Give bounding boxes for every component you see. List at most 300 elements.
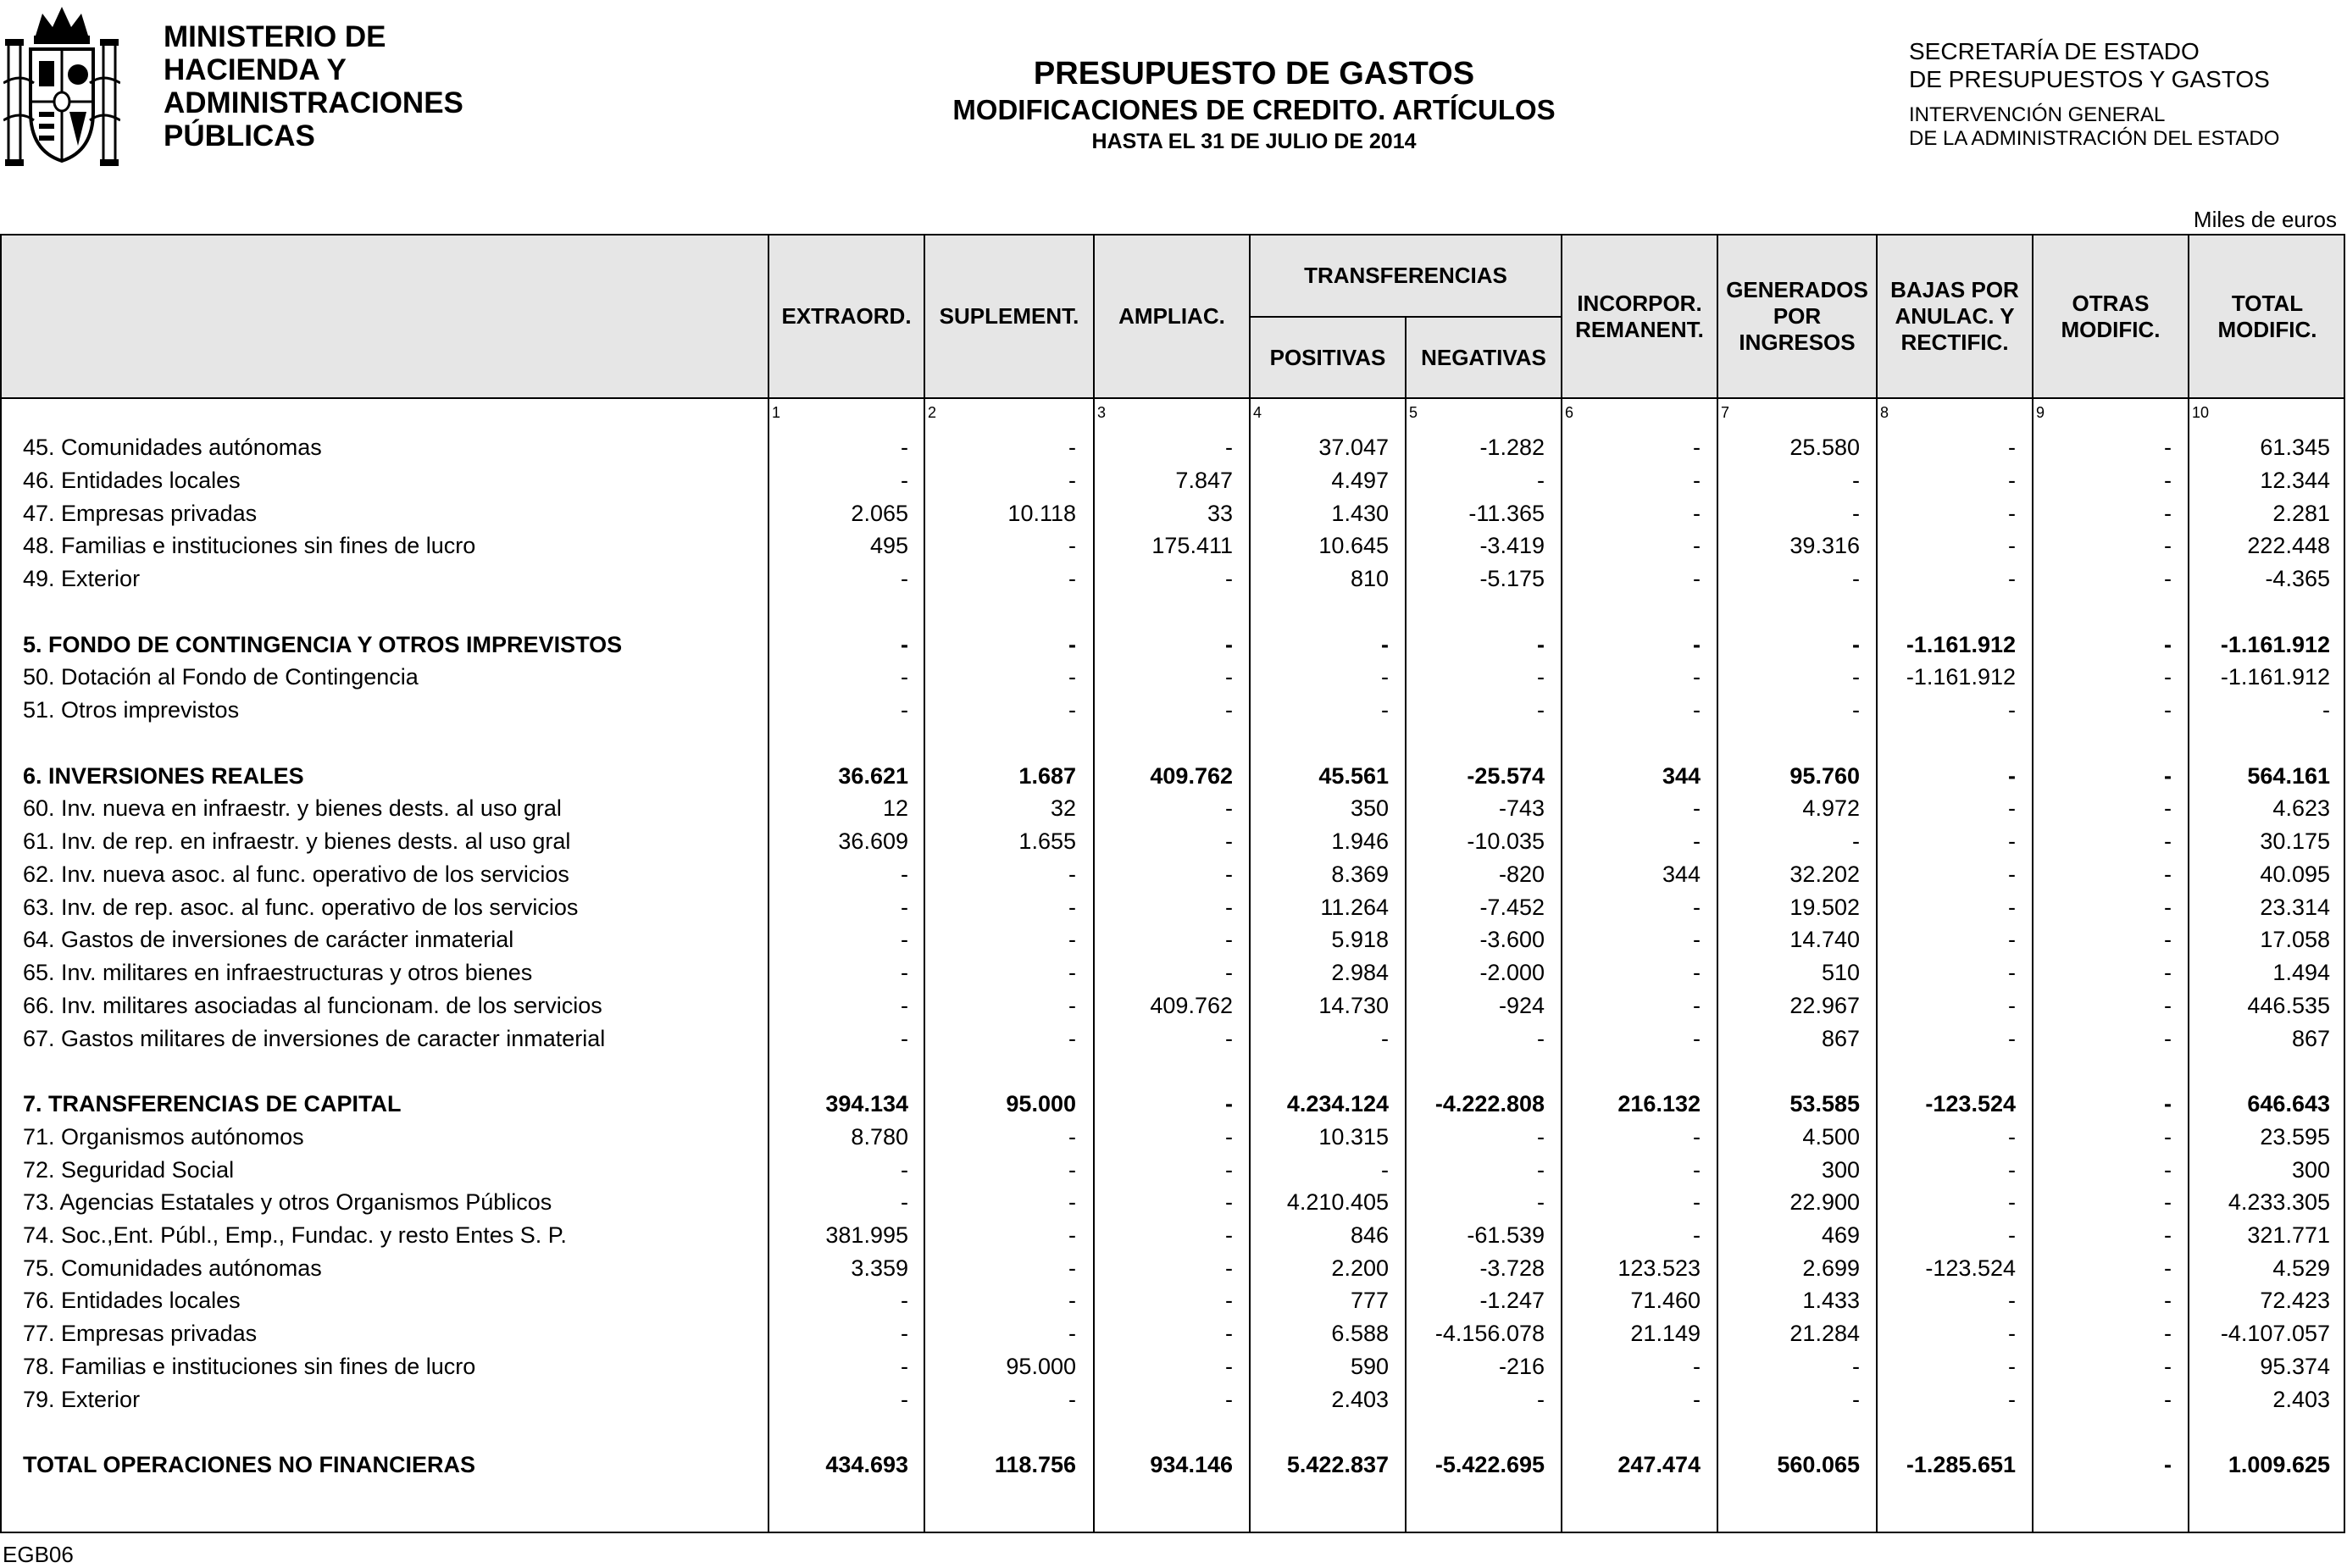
- row-value: 8.369: [1331, 862, 1389, 887]
- row-value: -743: [1498, 795, 1545, 821]
- row-value: 175.411: [1151, 533, 1233, 558]
- row-value: -1.161.912: [2220, 632, 2330, 657]
- row-value: -: [1225, 927, 1233, 952]
- row-value: 4.210.405: [1286, 1189, 1389, 1215]
- row-value: 2.699: [1802, 1255, 1860, 1281]
- row-value: 23.314: [2260, 895, 2330, 920]
- row-value: 222.448: [2247, 533, 2330, 558]
- header-negativas: NEGATIVAS: [1421, 344, 1546, 370]
- row-value: -: [1225, 664, 1233, 690]
- row-label: 73. Agencias Estatales y otros Organismos Públicos: [23, 1189, 552, 1215]
- row-value: -: [901, 1288, 908, 1313]
- row-value: -: [1852, 468, 1860, 493]
- row-value: 1.494: [2272, 960, 2330, 985]
- row-value: -5.422.695: [1434, 1452, 1545, 1477]
- row-value: 95.374: [2260, 1354, 2330, 1379]
- row-value: 5.918: [1331, 927, 1389, 952]
- row-value: -: [2008, 566, 2016, 591]
- row-value: -924: [1498, 993, 1545, 1018]
- row-value: -: [901, 1157, 908, 1183]
- row-value: -: [1693, 795, 1701, 821]
- row-value: -: [1068, 1255, 1076, 1281]
- row-value: 4.623: [2272, 795, 2330, 821]
- table-row: [2, 431, 2344, 463]
- row-value: -: [1693, 927, 1701, 952]
- column-number: 5: [1409, 404, 1418, 421]
- table-row: [2, 1186, 2344, 1218]
- row-label: 75. Comunidades autónomas: [23, 1255, 322, 1281]
- row-value: -: [1225, 960, 1233, 985]
- row-label: TOTAL OPERACIONES NO FINANCIERAS: [23, 1452, 476, 1477]
- row-value: -: [1068, 1387, 1076, 1412]
- table-row: [2, 1252, 2344, 1284]
- row-label: 65. Inv. militares en infraestructuras y otros bienes: [23, 960, 533, 985]
- row-value: 33: [1207, 501, 1233, 526]
- row-label: 67. Gastos militares de inversiones de caracter inmaterial: [23, 1026, 606, 1051]
- row-value: 61.345: [2260, 435, 2330, 460]
- row-value: 21.284: [1789, 1321, 1860, 1346]
- row-value: 300: [2291, 1157, 2330, 1183]
- row-value: -: [2008, 960, 2016, 985]
- row-value: -: [2008, 993, 2016, 1018]
- row-value: 25.580: [1789, 435, 1860, 460]
- row-value: -: [1693, 1354, 1701, 1379]
- row-value: -: [1537, 1189, 1545, 1215]
- row-value: 4.529: [2272, 1255, 2330, 1281]
- row-label: 77. Empresas privadas: [23, 1321, 258, 1346]
- secretaria-line: DE PRESUPUESTOS Y GASTOS: [1909, 66, 2270, 92]
- intervencion-line: DE LA ADMINISTRACIÓN DEL ESTADO: [1909, 127, 2280, 150]
- header-bajas: [1878, 235, 2032, 397]
- row-value: 810: [1350, 566, 1389, 591]
- row-value: 4.500: [1802, 1124, 1860, 1150]
- row-value: -: [1852, 632, 1860, 657]
- row-value: -: [1537, 468, 1545, 493]
- row-value: 71.460: [1630, 1288, 1701, 1313]
- row-value: -: [2164, 960, 2172, 985]
- row-value: -: [1537, 632, 1545, 657]
- table-row: [2, 694, 2344, 726]
- row-value: -: [1225, 895, 1233, 920]
- row-value: 560.065: [1777, 1452, 1860, 1477]
- row-value: -: [2008, 795, 2016, 821]
- secretaria-block: [1909, 37, 2279, 151]
- row-value: 8.780: [851, 1124, 908, 1150]
- row-value: -: [1693, 895, 1701, 920]
- row-value: -5.175: [1479, 566, 1545, 591]
- row-value: 409.762: [1150, 763, 1233, 789]
- ministry-line: ADMINISTRACIONES: [164, 86, 463, 119]
- row-value: 14.730: [1318, 993, 1389, 1018]
- row-value: -: [2008, 1387, 2016, 1412]
- row-value: -: [2164, 533, 2172, 558]
- row-value: 95.760: [1789, 763, 1860, 789]
- row-value: -: [2164, 566, 2172, 591]
- ministry-line: PÚBLICAS: [164, 119, 315, 152]
- row-value: -: [1693, 1387, 1701, 1412]
- row-value: -: [2008, 1026, 2016, 1051]
- row-value: -: [901, 697, 908, 723]
- row-value: -: [1693, 993, 1701, 1018]
- table-row: [2, 1219, 2344, 1251]
- row-label: 62. Inv. nueva asoc. al func. operativo de los servicios: [23, 862, 569, 887]
- row-value: -: [1693, 533, 1701, 558]
- row-value: 10.645: [1318, 533, 1389, 558]
- row-value: -: [2164, 1157, 2172, 1183]
- row-value: -: [1537, 664, 1545, 690]
- row-value: -: [2008, 1124, 2016, 1150]
- row-value: -: [1693, 632, 1701, 657]
- row-value: -: [2164, 632, 2172, 657]
- row-value: -61.539: [1467, 1222, 1545, 1248]
- row-value: -: [2164, 664, 2172, 690]
- row-value: -820: [1498, 862, 1545, 887]
- row-value: -: [1225, 1354, 1233, 1379]
- row-value: -4.365: [2265, 566, 2330, 591]
- row-value: -: [1693, 1026, 1701, 1051]
- header-incorpor: [1562, 235, 1717, 397]
- row-value: 409.762: [1150, 993, 1233, 1018]
- row-label: 72. Seguridad Social: [23, 1157, 235, 1183]
- row-value: -: [901, 895, 908, 920]
- row-value: -: [1068, 1288, 1076, 1313]
- header-generados-line: POR: [1773, 303, 1822, 329]
- header-extraord: EXTRAORD.: [781, 303, 912, 329]
- units-label: Miles de euros: [2193, 207, 2337, 232]
- row-value: 32: [1050, 795, 1076, 821]
- row-value: -: [2164, 468, 2172, 493]
- row-value: 10.118: [1007, 501, 1076, 526]
- budget-table: [0, 234, 2345, 1533]
- row-value: 23.595: [2260, 1124, 2330, 1150]
- row-value: -: [2164, 828, 2172, 854]
- row-value: -1.282: [1479, 435, 1545, 460]
- row-value: 7.847: [1175, 468, 1233, 493]
- row-value: -2.000: [1479, 960, 1545, 985]
- row-value: -: [901, 993, 908, 1018]
- header-otras: [2034, 235, 2188, 397]
- row-value: 646.643: [2247, 1091, 2330, 1116]
- table-row: [2, 923, 2344, 956]
- ministry-line: MINISTERIO DE: [164, 20, 386, 53]
- row-value: -: [2008, 1354, 2016, 1379]
- row-label: 71. Organismos autónomos: [23, 1124, 304, 1150]
- header-generados-line: GENERADOS: [1726, 277, 1868, 302]
- row-value: 321.771: [2247, 1222, 2330, 1248]
- table-row: [2, 629, 2344, 661]
- row-value: -25.574: [1467, 763, 1545, 789]
- row-value: -: [1852, 566, 1860, 591]
- row-value: -: [1852, 697, 1860, 723]
- row-value: 17.058: [2260, 927, 2330, 952]
- row-value: -: [2164, 1124, 2172, 1150]
- row-value: -1.247: [1479, 1288, 1545, 1313]
- row-value: -: [2164, 1354, 2172, 1379]
- row-value: 2.984: [1331, 960, 1389, 985]
- row-value: 4.233.305: [2228, 1189, 2330, 1215]
- row-value: -: [1852, 664, 1860, 690]
- table-row: [2, 1154, 2344, 1186]
- row-value: -: [2008, 895, 2016, 920]
- table-row: [2, 858, 2344, 890]
- column-number: 2: [928, 404, 937, 421]
- row-value: -: [901, 632, 908, 657]
- row-value: -: [1225, 795, 1233, 821]
- row-value: -: [1068, 1124, 1076, 1150]
- row-value: -1.161.912: [2220, 664, 2330, 690]
- row-value: 53.585: [1789, 1091, 1860, 1116]
- row-value: -: [2008, 763, 2016, 789]
- row-value: -123.524: [1925, 1091, 2016, 1116]
- row-label: 46. Entidades locales: [23, 468, 241, 493]
- row-value: -: [2164, 927, 2172, 952]
- row-value: -: [2164, 501, 2172, 526]
- table-row: [2, 1449, 2344, 1481]
- table-row: [2, 1317, 2344, 1349]
- row-value: -: [1537, 697, 1545, 723]
- row-value: -123.524: [1925, 1255, 2016, 1281]
- row-value: -: [1068, 468, 1076, 493]
- row-value: -: [2164, 1288, 2172, 1313]
- row-value: 6.588: [1331, 1321, 1389, 1346]
- row-value: -: [1537, 1157, 1545, 1183]
- row-label: 60. Inv. nueva en infraestr. y bienes dests. al uso gral: [23, 795, 562, 821]
- row-value: 446.535: [2247, 993, 2330, 1018]
- row-label: 50. Dotación al Fondo de Contingencia: [23, 664, 419, 690]
- header-incorpor-line: INCORPOR.: [1577, 290, 1702, 316]
- column-number: 10: [2192, 404, 2210, 421]
- row-label: 61. Inv. de rep. en infraestr. y bienes dests. al uso gral: [23, 828, 571, 854]
- row-value: 40.095: [2260, 862, 2330, 887]
- row-value: -: [2164, 1255, 2172, 1281]
- table-row: [2, 562, 2344, 595]
- column-number: 4: [1253, 404, 1262, 421]
- row-value: 2.281: [2272, 501, 2330, 526]
- row-value: -: [2164, 1189, 2172, 1215]
- row-value: -: [1381, 632, 1389, 657]
- row-label: 48. Familias e instituciones sin fines de lucro: [23, 533, 476, 558]
- row-value: -3.600: [1479, 927, 1545, 952]
- row-value: -: [901, 468, 908, 493]
- column-number: 8: [1880, 404, 1889, 421]
- coat-of-arms-logo: [3, 2, 120, 168]
- row-value: -: [901, 1026, 908, 1051]
- row-value: -: [1068, 1157, 1076, 1183]
- row-value: 1.430: [1331, 501, 1389, 526]
- row-value: 1.946: [1331, 828, 1389, 854]
- row-value: 4.234.124: [1286, 1091, 1389, 1116]
- row-value: -: [1693, 566, 1701, 591]
- row-value: -: [1225, 1124, 1233, 1150]
- row-value: -: [901, 862, 908, 887]
- header-incorpor-line: REMANENT.: [1575, 316, 1704, 342]
- row-value: 45.561: [1318, 763, 1389, 789]
- row-value: 123.523: [1617, 1255, 1701, 1281]
- row-value: 777: [1350, 1288, 1389, 1313]
- row-value: -: [2008, 697, 2016, 723]
- row-value: -: [1225, 1288, 1233, 1313]
- row-value: -: [1068, 993, 1076, 1018]
- row-value: -: [1693, 435, 1701, 460]
- ministry-line: HACIENDA Y: [164, 53, 347, 86]
- row-value: -: [1693, 664, 1701, 690]
- row-label: 5. FONDO DE CONTINGENCIA Y OTROS IMPREVISTOS: [23, 632, 623, 657]
- row-value: -: [2164, 1091, 2172, 1116]
- header-bajas-line: BAJAS POR: [1890, 277, 2019, 302]
- row-value: -: [1537, 1387, 1545, 1412]
- row-value: -: [1225, 566, 1233, 591]
- table-row: [2, 1383, 2344, 1416]
- row-label: 74. Soc.,Ent. Públ., Emp., Fundac. y resto Entes S. P.: [23, 1222, 567, 1248]
- row-label: 49. Exterior: [23, 566, 141, 591]
- row-value: 867: [2291, 1026, 2330, 1051]
- row-value: -: [901, 435, 908, 460]
- row-value: -: [1852, 828, 1860, 854]
- row-value: 350: [1350, 795, 1389, 821]
- row-value: -4.222.808: [1434, 1091, 1545, 1116]
- row-value: 36.621: [838, 763, 908, 789]
- row-value: 21.149: [1630, 1321, 1701, 1346]
- column-number: 1: [772, 404, 781, 421]
- row-value: -: [1225, 828, 1233, 854]
- row-value: -: [901, 566, 908, 591]
- row-value: -4.156.078: [1434, 1321, 1545, 1346]
- row-value: -: [1852, 501, 1860, 526]
- row-value: -1.161.912: [1906, 632, 2016, 657]
- document-date: HASTA EL 31 DE JULIO DE 2014: [1091, 130, 1417, 153]
- row-value: -: [1537, 1026, 1545, 1051]
- table-row: [2, 1284, 2344, 1316]
- row-value: 344: [1662, 763, 1701, 789]
- row-value: -: [2008, 1288, 2016, 1313]
- row-value: 1.687: [1018, 763, 1076, 789]
- row-label: 66. Inv. militares asociadas al funcionam. de los servicios: [23, 993, 602, 1018]
- row-value: -: [2008, 1189, 2016, 1215]
- row-value: -: [1693, 1222, 1701, 1248]
- row-value: 1.009.625: [2228, 1452, 2330, 1477]
- row-value: 118.756: [994, 1452, 1076, 1477]
- row-value: 394.134: [825, 1091, 908, 1116]
- header-positivas: POSITIVAS: [1269, 344, 1386, 370]
- row-value: -: [1068, 533, 1076, 558]
- row-value: 495: [869, 533, 908, 558]
- row-value: 22.900: [1789, 1189, 1860, 1215]
- row-value: -: [1068, 1189, 1076, 1215]
- row-value: -: [1068, 566, 1076, 591]
- row-value: -: [2008, 435, 2016, 460]
- row-value: -: [1068, 1026, 1076, 1051]
- header-total: [2189, 235, 2345, 397]
- row-value: -: [1068, 664, 1076, 690]
- table-row: [2, 1350, 2344, 1382]
- row-value: -: [1068, 435, 1076, 460]
- row-value: -: [1537, 1124, 1545, 1150]
- table-row: [2, 1088, 2344, 1120]
- row-value: 5.422.837: [1286, 1452, 1389, 1477]
- row-value: -: [1068, 927, 1076, 952]
- row-value: 11.264: [1320, 895, 1389, 920]
- row-value: -: [2008, 862, 2016, 887]
- row-value: -216: [1498, 1354, 1545, 1379]
- row-value: -: [1693, 501, 1701, 526]
- table-row: [2, 760, 2344, 792]
- row-value: 22.967: [1789, 993, 1860, 1018]
- header-otras-line: OTRAS: [2072, 290, 2150, 316]
- row-value: -: [2164, 697, 2172, 723]
- row-value: -1.161.912: [1906, 664, 2016, 690]
- row-value: -: [1068, 697, 1076, 723]
- row-value: -: [1693, 697, 1701, 723]
- row-value: 2.403: [2272, 1387, 2330, 1412]
- row-value: -: [2008, 1157, 2016, 1183]
- row-value: -: [2008, 468, 2016, 493]
- row-value: 2.065: [851, 501, 908, 526]
- row-value: 510: [1821, 960, 1860, 985]
- row-value: 1.433: [1802, 1288, 1860, 1313]
- row-value: 564.161: [2247, 763, 2330, 789]
- table-row: [2, 1022, 2344, 1055]
- row-label: 79. Exterior: [23, 1387, 141, 1412]
- row-value: 30.175: [2260, 828, 2330, 854]
- column-number: 6: [1565, 404, 1574, 421]
- header-bajas-line: RECTIFIC.: [1900, 330, 2009, 355]
- row-value: -: [1225, 862, 1233, 887]
- secretaria-line: SECRETARÍA DE ESTADO: [1909, 38, 2200, 64]
- column-number: 3: [1097, 404, 1107, 421]
- row-value: -: [1852, 1354, 1860, 1379]
- table-row: [2, 989, 2344, 1022]
- row-value: -1.285.651: [1906, 1452, 2016, 1477]
- row-value: 4.497: [1331, 468, 1389, 493]
- row-value: -3.728: [1479, 1255, 1545, 1281]
- row-label: 78. Familias e instituciones sin fines de lucro: [23, 1354, 476, 1379]
- table-row: [2, 891, 2344, 923]
- row-label: 45. Comunidades autónomas: [23, 435, 322, 460]
- row-value: 37.047: [1318, 435, 1389, 460]
- row-value: -: [901, 927, 908, 952]
- row-value: -: [2008, 1222, 2016, 1248]
- row-value: -: [1225, 632, 1233, 657]
- row-value: -: [2164, 862, 2172, 887]
- row-value: -: [1693, 1189, 1701, 1215]
- row-value: -: [901, 1354, 908, 1379]
- row-value: 867: [1821, 1026, 1860, 1051]
- row-value: -: [1693, 1157, 1701, 1183]
- row-value: -: [1068, 862, 1076, 887]
- row-value: 1.655: [1018, 828, 1076, 854]
- row-label: 76. Entidades locales: [23, 1288, 241, 1313]
- intervencion-line: INTERVENCIÓN GENERAL: [1909, 103, 2166, 126]
- header-transferencias: TRANSFERENCIAS: [1304, 263, 1507, 288]
- row-value: 2.403: [1331, 1387, 1389, 1412]
- row-value: 216.132: [1617, 1091, 1701, 1116]
- row-value: -: [1381, 664, 1389, 690]
- row-value: 36.609: [838, 828, 908, 854]
- row-value: -: [1693, 1124, 1701, 1150]
- row-value: -: [2164, 435, 2172, 460]
- report-code: EGB06: [3, 1542, 74, 1567]
- row-value: 32.202: [1789, 862, 1860, 887]
- row-value: 10.315: [1318, 1124, 1389, 1150]
- row-label: 63. Inv. de rep. asoc. al func. operativo de los servicios: [23, 895, 579, 920]
- row-value: 846: [1350, 1222, 1389, 1248]
- row-value: -3.419: [1479, 533, 1545, 558]
- row-value: 590: [1350, 1354, 1389, 1379]
- row-value: 344: [1662, 862, 1701, 887]
- row-value: -: [2008, 1321, 2016, 1346]
- row-value: -: [1693, 828, 1701, 854]
- row-value: 19.502: [1789, 895, 1860, 920]
